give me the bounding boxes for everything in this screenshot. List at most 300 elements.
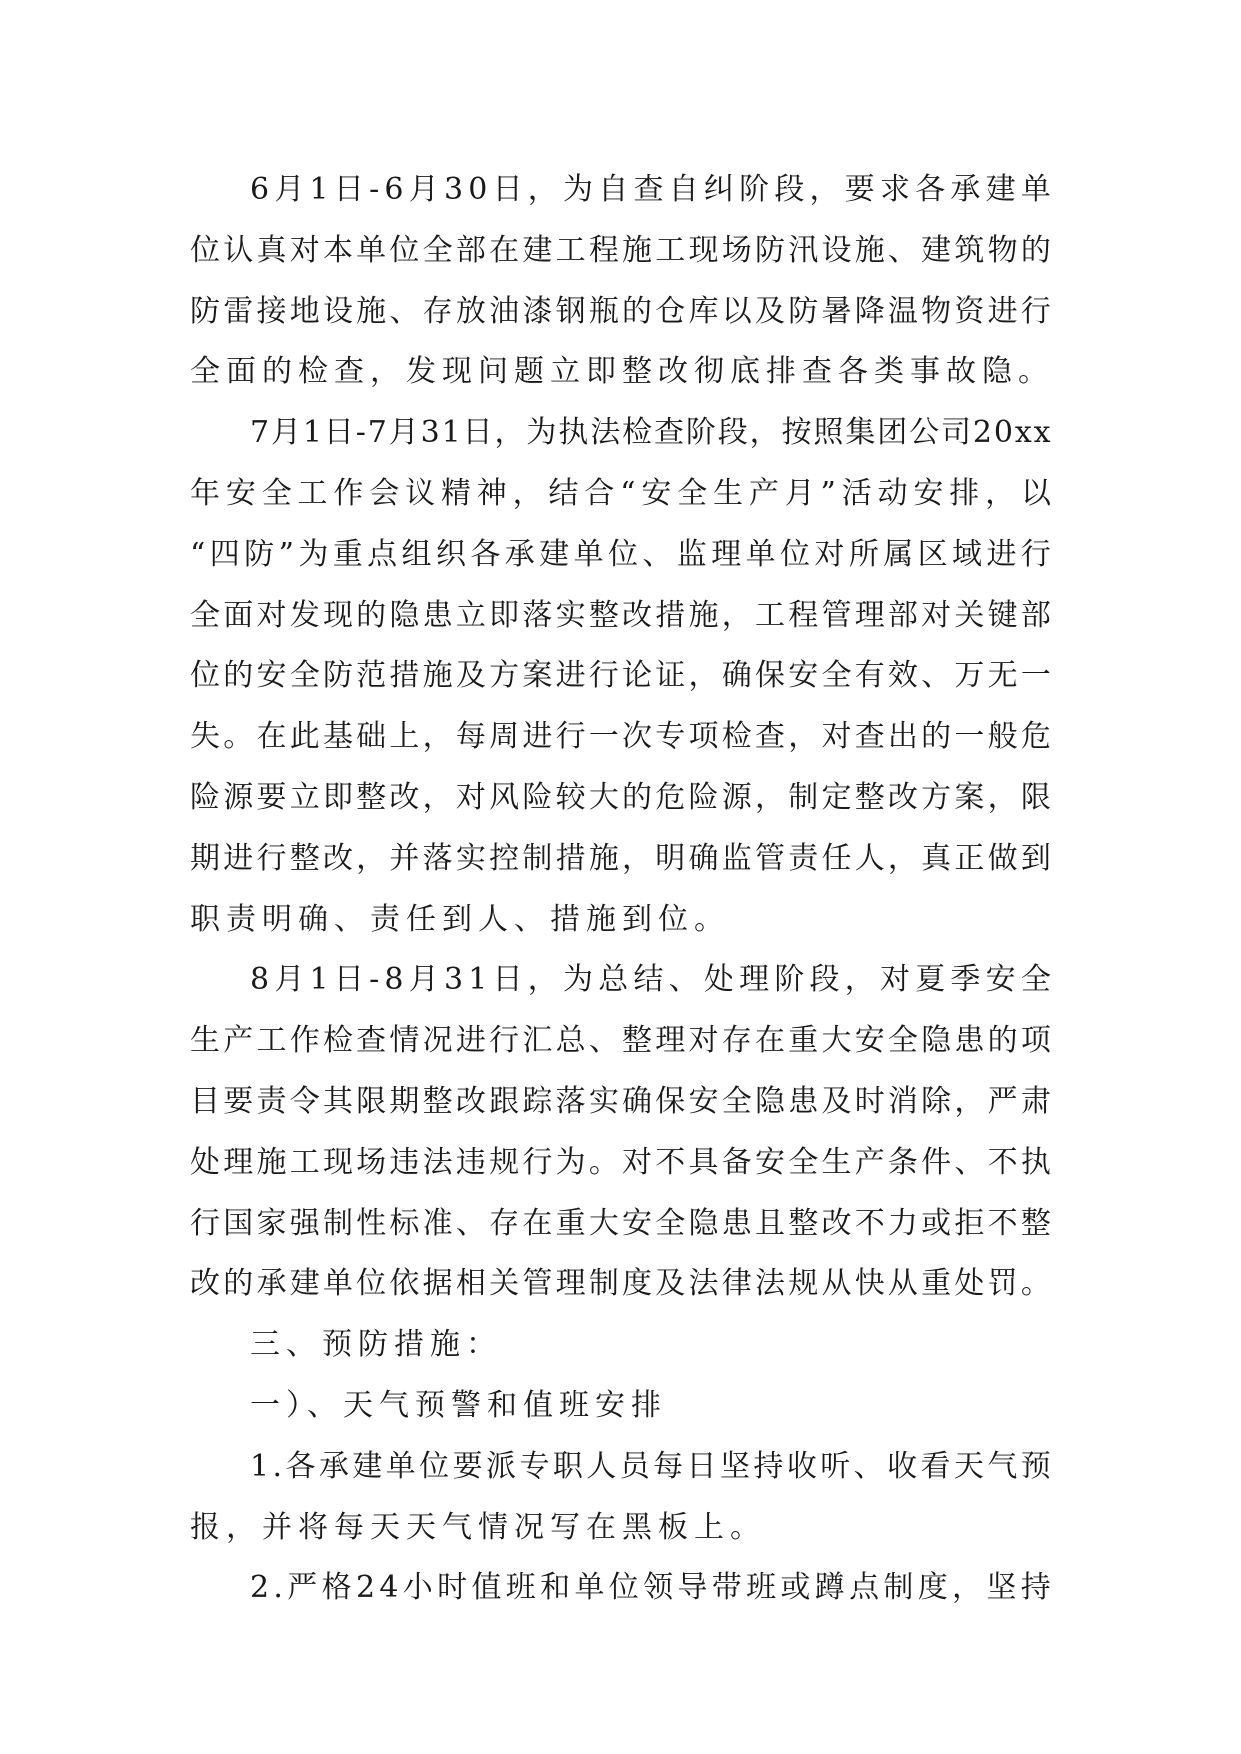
glyph: 法 <box>688 1266 719 1302</box>
glyph: 3 <box>443 962 464 998</box>
glyph: 司 <box>940 415 971 451</box>
glyph: 施 <box>588 840 619 876</box>
glyph: 进 <box>987 293 1018 329</box>
glyph: 隐 <box>754 1083 785 1119</box>
glyph: 6 <box>384 172 404 207</box>
glyph: 进 <box>986 536 1017 572</box>
glyph: 资 <box>954 293 985 329</box>
glyph: 阶 <box>774 962 805 998</box>
glyph: 制 <box>588 1266 619 1302</box>
glyph: 施 <box>256 1144 287 1180</box>
glyph: 派 <box>486 1448 517 1484</box>
glyph: 班 <box>746 1570 777 1606</box>
glyph: 任 <box>821 840 852 876</box>
glyph: 导 <box>677 1570 708 1606</box>
glyph: 准 <box>422 1205 453 1241</box>
glyph: 段 <box>809 962 840 998</box>
glyph: 日 <box>323 415 354 451</box>
glyph: 理 <box>854 597 885 633</box>
glyph: 位 <box>356 1266 387 1302</box>
glyph: 域 <box>952 536 983 572</box>
glyph: 单 <box>356 232 387 268</box>
glyph: ” <box>820 475 836 511</box>
glyph: - <box>369 172 380 207</box>
glyph: 存 <box>721 1023 752 1059</box>
glyph: 建 <box>289 1266 320 1302</box>
glyph: 大 <box>588 779 619 815</box>
glyph: 措 <box>655 597 686 633</box>
glyph: 排 <box>949 475 980 511</box>
glyph: 其 <box>322 1083 353 1119</box>
glyph: 和 <box>540 1570 571 1606</box>
glyph: 生 <box>821 1144 852 1180</box>
glyph: 重 <box>921 1266 952 1302</box>
glyph: ， <box>749 415 780 451</box>
glyph: 责 <box>256 1083 287 1119</box>
glyph: 度 <box>622 1266 653 1302</box>
glyph: 1 <box>302 415 322 451</box>
glyph: 改 <box>887 779 918 815</box>
glyph: 、 <box>954 1144 985 1180</box>
text-line <box>190 646 1051 707</box>
glyph: 每 <box>455 719 486 755</box>
glyph: 单 <box>574 1570 605 1606</box>
text-line <box>190 1072 1051 1133</box>
glyph: 立 <box>455 597 486 633</box>
glyph: 位 <box>607 536 638 572</box>
glyph: 具 <box>688 1144 719 1180</box>
glyph: 建 <box>985 172 1016 207</box>
glyph: ， <box>422 719 453 755</box>
glyph: 坚 <box>986 1570 1017 1606</box>
glyph: 产 <box>748 475 779 511</box>
glyph: 为 <box>526 415 557 451</box>
glyph: 6 <box>250 172 270 207</box>
glyph: 责 <box>788 840 819 876</box>
glyph: 作 <box>289 1023 320 1059</box>
glyph: 结 <box>548 475 579 511</box>
glyph: 施 <box>422 658 453 694</box>
glyph: 定 <box>821 779 852 815</box>
glyph: 实 <box>455 840 486 876</box>
glyph: 班 <box>505 1570 536 1606</box>
glyph: 位 <box>190 658 220 694</box>
glyph: 季 <box>950 962 981 998</box>
glyph: 气 <box>987 1448 1018 1484</box>
glyph: 的 <box>987 1023 1018 1059</box>
text-line <box>190 464 1051 525</box>
glyph: 月 <box>408 962 439 998</box>
glyph: 隐 <box>921 1023 952 1059</box>
glyph: 1 <box>468 962 488 998</box>
glyph: 现 <box>322 597 353 633</box>
glyph: 作 <box>333 475 364 511</box>
glyph: 限 <box>1020 779 1051 815</box>
glyph: 期 <box>190 840 220 876</box>
glyph: 般 <box>987 719 1018 755</box>
glyph: 小 <box>402 1570 433 1606</box>
glyph: 存 <box>489 1205 520 1241</box>
glyph: . <box>273 1570 283 1606</box>
glyph: 防 <box>244 536 275 572</box>
glyph: 证 <box>655 658 686 694</box>
glyph: 照 <box>813 415 844 451</box>
glyph: 的 <box>223 658 254 694</box>
glyph: 3 <box>420 415 440 451</box>
glyph: 自 <box>598 172 629 207</box>
glyph: 次 <box>622 719 653 755</box>
text-line <box>190 1558 1051 1619</box>
glyph: 生 <box>190 1023 220 1059</box>
text-line: 报，并将每天天气情况写在黑板上。 <box>190 1509 766 1545</box>
glyph: 每 <box>653 1448 684 1484</box>
glyph: 1 <box>309 172 329 207</box>
glyph: 重 <box>555 1205 586 1241</box>
glyph: 理 <box>711 536 742 572</box>
glyph: 对 <box>688 1023 719 1059</box>
glyph: ， <box>356 840 387 876</box>
glyph: 除 <box>921 1083 952 1119</box>
text-line <box>190 1133 1051 1194</box>
glyph: 的 <box>921 719 952 755</box>
glyph: 施 <box>854 232 885 268</box>
glyph: 风 <box>489 779 520 815</box>
glyph: 患 <box>954 1023 985 1059</box>
glyph: 3 <box>443 172 464 207</box>
glyph: ” <box>278 536 294 572</box>
glyph: 实 <box>588 1083 619 1119</box>
glyph: 生 <box>713 475 743 511</box>
glyph: ， <box>809 172 840 207</box>
glyph: 一 <box>1020 658 1051 694</box>
glyph: 坚 <box>719 1448 750 1484</box>
glyph: 查 <box>854 719 885 755</box>
glyph: 理 <box>555 1266 586 1302</box>
glyph: 执 <box>558 415 589 451</box>
glyph: 听 <box>820 1448 851 1484</box>
glyph: 部 <box>1020 597 1051 633</box>
glyph: 进 <box>223 840 254 876</box>
glyph: 改 <box>622 597 653 633</box>
glyph: 现 <box>688 232 719 268</box>
glyph: 的 <box>223 1266 254 1302</box>
glyph: 存 <box>422 293 453 329</box>
glyph: 从 <box>887 1266 918 1302</box>
glyph: 重 <box>332 536 363 572</box>
glyph: 大 <box>821 1023 852 1059</box>
glyph: 在 <box>754 1023 785 1059</box>
glyph: 各 <box>285 1448 316 1484</box>
glyph: 及 <box>821 1083 852 1119</box>
glyph: 全 <box>289 658 320 694</box>
glyph: 认 <box>223 232 254 268</box>
glyph: 项 <box>688 719 719 755</box>
glyph: 为 <box>555 1144 586 1180</box>
glyph: 部 <box>455 232 486 268</box>
glyph: 格 <box>321 1570 352 1606</box>
glyph: 位 <box>780 536 810 572</box>
glyph: 及 <box>655 1266 686 1302</box>
glyph: 隐 <box>389 597 420 633</box>
glyph: 限 <box>356 1083 387 1119</box>
glyph: 全 <box>655 1205 686 1241</box>
glyph: ， <box>952 1570 983 1606</box>
glyph: 保 <box>655 1083 686 1119</box>
glyph: 总 <box>598 962 629 998</box>
glyph: ， <box>954 1083 985 1119</box>
glyph: 、 <box>389 293 420 329</box>
glyph: 建 <box>352 1448 383 1484</box>
glyph: 安 <box>913 475 944 511</box>
glyph: 违 <box>455 1144 486 1180</box>
glyph: 管 <box>821 597 852 633</box>
glyph: 监 <box>721 840 752 876</box>
glyph: 明 <box>655 840 686 876</box>
glyph: 2 <box>972 415 992 451</box>
glyph: 安 <box>225 475 256 511</box>
glyph: 行 <box>1020 536 1051 572</box>
glyph: 按 <box>781 415 812 451</box>
glyph: - <box>355 415 366 451</box>
glyph: 度 <box>917 1570 948 1606</box>
glyph: 整 <box>788 1205 819 1241</box>
glyph: 处 <box>954 1266 985 1302</box>
glyph: 大 <box>588 1205 619 1241</box>
glyph: 处 <box>190 1144 220 1180</box>
glyph: 夏 <box>915 962 946 998</box>
glyph: 阶 <box>685 415 716 451</box>
glyph: 发 <box>289 597 320 633</box>
glyph: 建 <box>522 232 553 268</box>
glyph: 安 <box>641 475 672 511</box>
glyph: 施 <box>688 597 719 633</box>
glyph: 本 <box>322 232 353 268</box>
glyph: 防 <box>322 658 353 694</box>
glyph: 放 <box>455 293 486 329</box>
glyph: 织 <box>435 536 466 572</box>
document-body <box>190 160 1054 1619</box>
glyph: 组 <box>401 536 432 572</box>
glyph: 险 <box>688 779 719 815</box>
glyph: 不 <box>987 1205 1018 1241</box>
glyph: . <box>272 1448 283 1484</box>
glyph: 防 <box>788 293 819 329</box>
glyph: 的 <box>1020 232 1051 268</box>
glyph: 属 <box>883 536 914 572</box>
glyph: 较 <box>555 779 586 815</box>
glyph: 仓 <box>655 293 686 329</box>
glyph: 库 <box>688 293 719 329</box>
glyph: 以 <box>1020 475 1051 511</box>
glyph: 正 <box>954 840 985 876</box>
glyph: 位 <box>608 1570 639 1606</box>
glyph: 检 <box>622 415 653 451</box>
glyph: 持 <box>753 1448 784 1484</box>
glyph: 专 <box>519 1448 550 1484</box>
glyph: 项 <box>1020 1023 1051 1059</box>
glyph: 程 <box>588 232 619 268</box>
glyph: 整 <box>1020 1205 1051 1241</box>
glyph: 领 <box>643 1570 674 1606</box>
glyph: 措 <box>555 840 586 876</box>
glyph: 议 <box>405 475 436 511</box>
glyph: 拒 <box>954 1205 985 1241</box>
glyph: 时 <box>437 1570 468 1606</box>
glyph: 改 <box>322 840 353 876</box>
glyph: 承 <box>950 172 981 207</box>
glyph: 安 <box>985 962 1016 998</box>
glyph: 7 <box>250 415 270 451</box>
glyph: 工 <box>555 232 586 268</box>
glyph: 落 <box>522 597 553 633</box>
glyph: 制 <box>883 1570 914 1606</box>
glyph: 真 <box>921 840 952 876</box>
text-line <box>190 1437 1051 1498</box>
glyph: ， <box>788 719 819 755</box>
glyph: 公 <box>909 415 940 451</box>
glyph: 8 <box>384 962 404 998</box>
glyph: 快 <box>854 1266 885 1302</box>
glyph: 位 <box>389 232 420 268</box>
glyph: 进 <box>555 658 586 694</box>
glyph: 防 <box>190 293 220 329</box>
text-line: 职责明确、责任到人、措施到位。 <box>190 901 730 937</box>
glyph: 承 <box>504 536 535 572</box>
text-line <box>190 950 1051 1011</box>
glyph: 产 <box>223 1023 254 1059</box>
glyph: 执 <box>1020 1144 1051 1180</box>
glyph: 对 <box>622 1144 653 1180</box>
glyph: 自 <box>668 172 699 207</box>
glyph: 制 <box>322 1205 353 1241</box>
glyph: 承 <box>318 1448 349 1484</box>
glyph: ， <box>527 172 558 207</box>
glyph: 全 <box>677 475 708 511</box>
glyph: 方 <box>921 779 952 815</box>
text-line <box>190 829 1051 890</box>
text-line <box>190 282 1051 343</box>
glyph: 筑 <box>954 232 985 268</box>
glyph: ， <box>985 475 1016 511</box>
glyph: 据 <box>422 1266 453 1302</box>
glyph: 行 <box>555 719 586 755</box>
glyph: 神 <box>476 475 507 511</box>
glyph: 全 <box>821 658 852 694</box>
glyph: 对 <box>921 597 952 633</box>
glyph: 要 <box>452 1448 483 1484</box>
glyph: 行 <box>1020 293 1051 329</box>
glyph: 单 <box>322 1266 353 1302</box>
glyph: 到 <box>1020 840 1051 876</box>
glyph: ， <box>494 415 525 451</box>
glyph: 确 <box>622 1083 653 1119</box>
glyph: 检 <box>322 1023 353 1059</box>
glyph: 单 <box>573 536 604 572</box>
glyph: 现 <box>322 1144 353 1180</box>
glyph: 患 <box>422 597 453 633</box>
glyph: 的 <box>622 293 653 329</box>
glyph: ， <box>721 597 752 633</box>
glyph: 日 <box>686 1448 717 1484</box>
glyph: “ <box>190 536 206 572</box>
glyph: 管 <box>522 1266 553 1302</box>
glyph: 安 <box>854 1023 885 1059</box>
glyph: 安 <box>688 1083 719 1119</box>
glyph: 油 <box>489 293 520 329</box>
glyph: 源 <box>721 779 752 815</box>
glyph: 日 <box>492 962 523 998</box>
glyph: 或 <box>921 1205 952 1241</box>
text-line <box>190 1011 1051 1072</box>
glyph: 罚 <box>987 1266 1018 1302</box>
glyph: 不 <box>854 1205 885 1241</box>
glyph: 建 <box>539 536 570 572</box>
glyph: 工 <box>256 1023 287 1059</box>
glyph: 查 <box>653 415 684 451</box>
glyph: 建 <box>921 232 952 268</box>
glyph: 段 <box>717 415 748 451</box>
glyph: 改 <box>821 1205 852 1241</box>
text-line <box>190 1254 1051 1315</box>
glyph: 月 <box>270 415 301 451</box>
glyph: - <box>369 962 380 998</box>
glyph: 单 <box>745 536 776 572</box>
text-line: 全面的检查，发现问题立即整改彻底排查各类事故隐。 <box>190 354 1054 390</box>
glyph: 月 <box>388 415 419 451</box>
glyph: 预 <box>1020 1448 1051 1484</box>
glyph: 位 <box>190 232 220 268</box>
glyph: 监 <box>676 536 707 572</box>
text-line <box>190 707 1051 768</box>
glyph: 收 <box>786 1448 817 1484</box>
glyph: 控 <box>489 840 520 876</box>
text-line <box>190 586 1051 647</box>
text-line <box>190 1194 1051 1255</box>
glyph: 对 <box>256 597 287 633</box>
glyph: 要 <box>223 1083 254 1119</box>
glyph: 产 <box>854 1144 885 1180</box>
glyph: 物 <box>987 232 1018 268</box>
text-line <box>190 403 1051 464</box>
glyph: 以 <box>721 293 752 329</box>
glyph: 工 <box>289 1144 320 1180</box>
glyph: 员 <box>619 1448 650 1484</box>
glyph: 改 <box>389 779 420 815</box>
glyph: 月 <box>274 962 305 998</box>
glyph: 专 <box>655 719 686 755</box>
glyph: 重 <box>788 1023 819 1059</box>
glyph: 工 <box>297 475 328 511</box>
glyph: 法 <box>590 415 621 451</box>
glyph: 或 <box>780 1570 811 1606</box>
glyph: 所 <box>848 536 879 572</box>
glyph: 上 <box>389 719 420 755</box>
glyph: 有 <box>854 658 885 694</box>
glyph: 对 <box>289 232 320 268</box>
glyph: 确 <box>721 658 752 694</box>
glyph: 物 <box>921 293 952 329</box>
glyph: 全 <box>887 1023 918 1059</box>
glyph: 汛 <box>788 232 819 268</box>
glyph: ， <box>688 658 719 694</box>
glyph: 相 <box>455 1266 486 1302</box>
glyph: 查 <box>356 1023 387 1059</box>
glyph: ， <box>754 779 785 815</box>
glyph: 不 <box>655 1144 686 1180</box>
glyph: 险 <box>522 779 553 815</box>
glyph: 不 <box>987 1144 1018 1180</box>
glyph: 关 <box>954 597 985 633</box>
